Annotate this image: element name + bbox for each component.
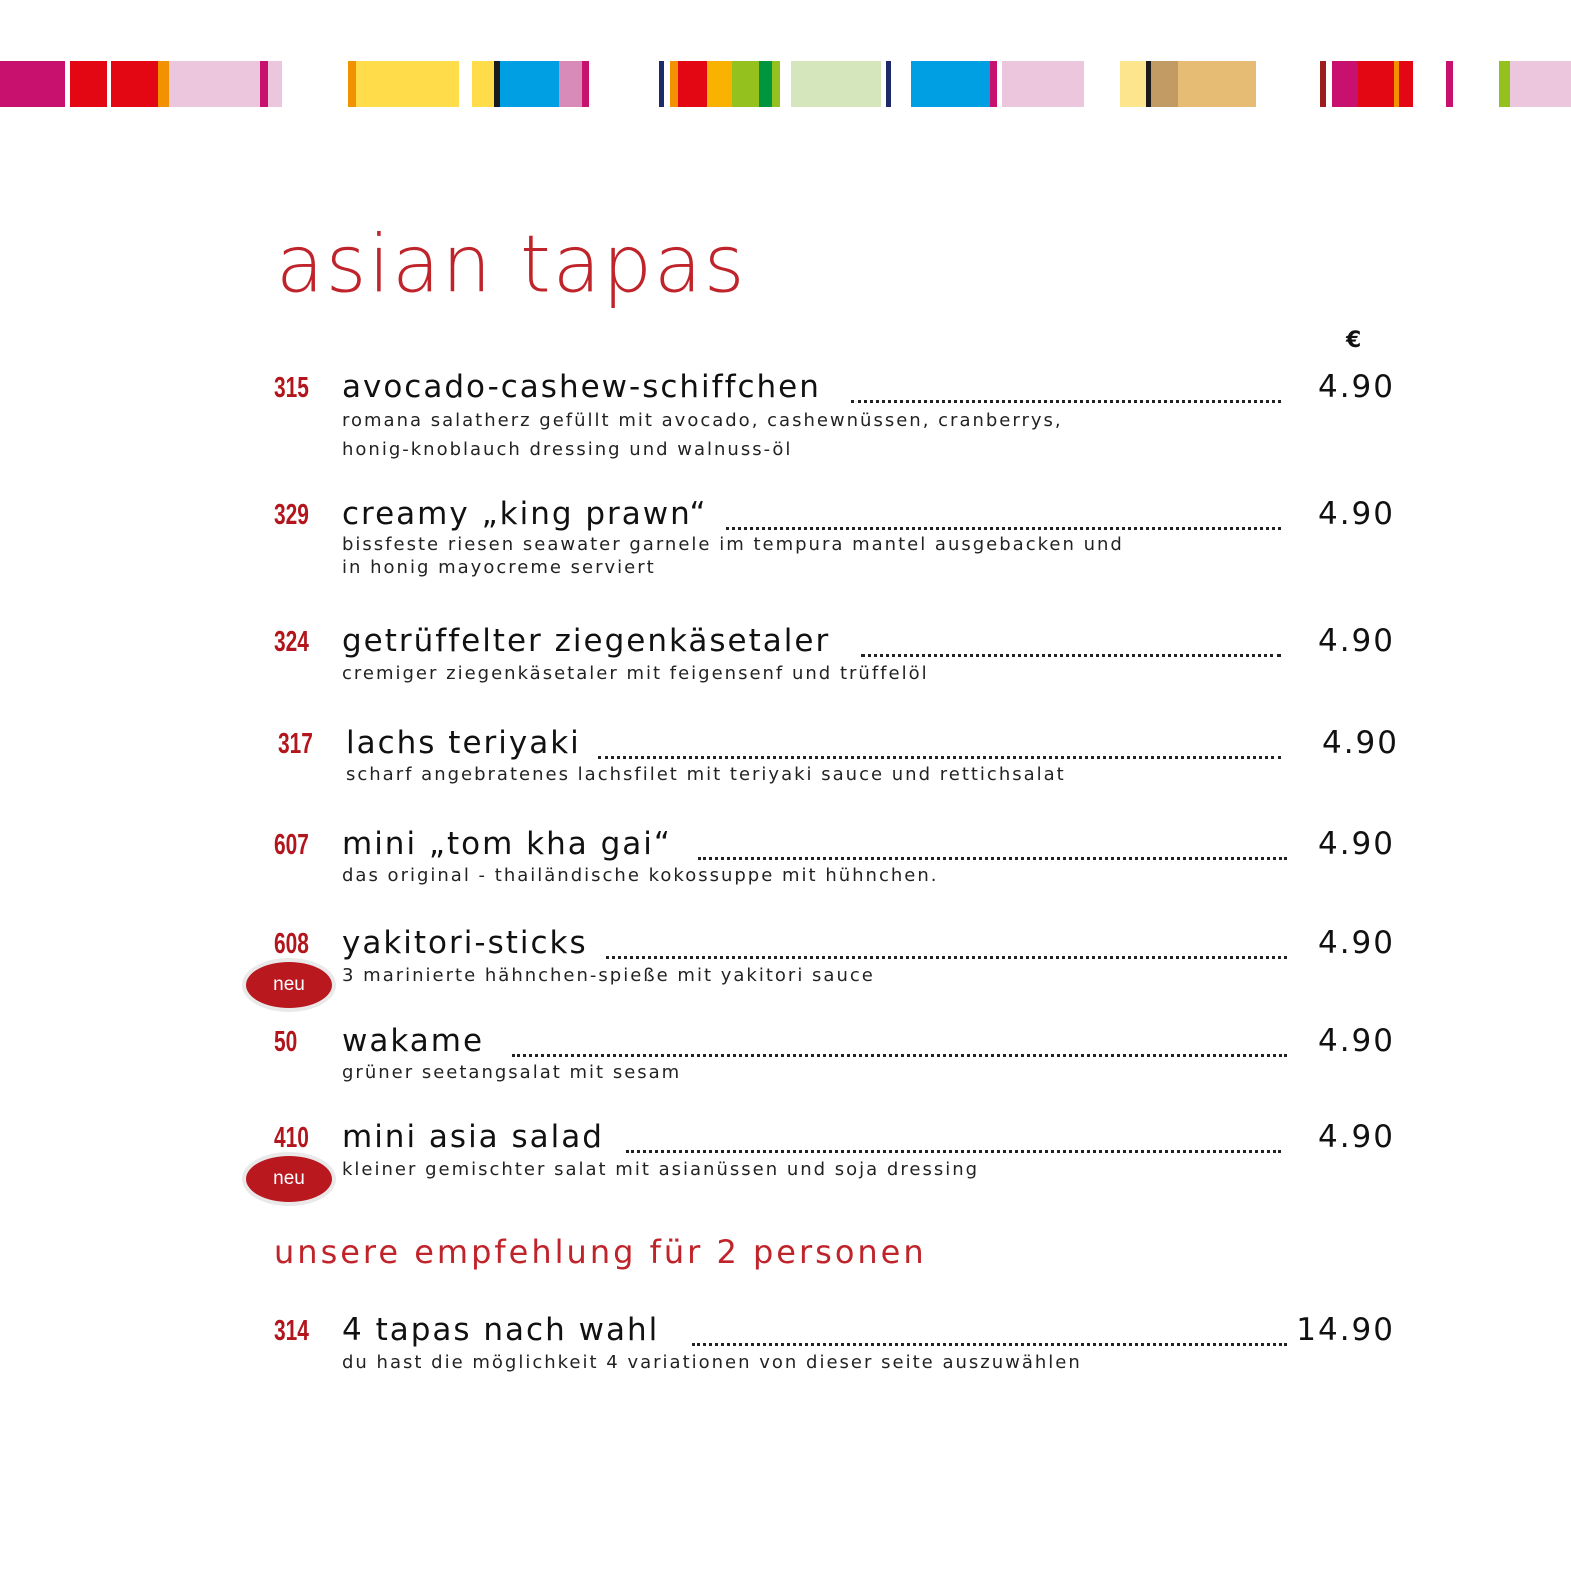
description-line: kleiner gemischter salat mit asianüssen und soja dressing [342, 1159, 980, 1180]
item-number: 315 [274, 372, 309, 404]
stripe-segment [70, 61, 107, 107]
item-name: avocado-cashew-schiffchen [342, 369, 821, 405]
stripe-segment [1120, 61, 1146, 107]
stripe-segment [886, 61, 891, 107]
description-line: scharf angebratenes lachsfilet mit teriyaki sauce und rettichsalat [346, 764, 1066, 785]
item-description [346, 760, 1066, 789]
item-price: 4.90 [1317, 623, 1395, 659]
description-line: das original - thailändische kokossuppe mit hühnchen. [342, 865, 939, 886]
stripe-segment [732, 61, 759, 107]
stripe-segment [1358, 61, 1394, 107]
recommendation-heading: unsere empfehlung für 2 personen [274, 1233, 927, 1271]
item-price: 4.90 [1317, 925, 1395, 961]
item-description [342, 861, 938, 890]
description-line: in honig mayocreme serviert [342, 557, 656, 578]
decorative-color-stripe-bar [0, 61, 1571, 107]
dot-leader [861, 636, 1281, 657]
stripe-segment [659, 61, 664, 107]
item-description [342, 1155, 979, 1184]
stripe-segment [670, 61, 678, 107]
new-badge: neu [246, 1156, 332, 1202]
item-description [342, 659, 929, 688]
stripe-segment [1399, 61, 1413, 107]
item-description [342, 533, 1124, 579]
dot-leader [512, 1036, 1287, 1057]
item-number: 317 [278, 728, 313, 760]
item-number: 329 [274, 499, 309, 531]
stripe-segment [356, 61, 459, 107]
stripe-segment [500, 61, 559, 107]
item-description [342, 961, 875, 990]
stripe-segment [791, 61, 881, 107]
description-line: du hast die möglichkeit 4 variationen von dieser seite auszuwählen [342, 1352, 1082, 1373]
stripe-segment [260, 61, 268, 107]
stripe-segment [1499, 61, 1510, 107]
dot-leader [698, 839, 1287, 860]
dot-leader [692, 1325, 1287, 1346]
item-price: 4.90 [1317, 496, 1395, 532]
stripe-segment [707, 61, 732, 107]
item-name: getrüffelter ziegenkäsetaler [342, 623, 831, 659]
item-description [342, 1348, 1082, 1377]
item-price: 4.90 [1321, 725, 1399, 761]
page-title: asian tapas [276, 219, 747, 311]
dot-leader [626, 1132, 1281, 1153]
item-price: 4.90 [1317, 1119, 1395, 1155]
dot-leader [851, 382, 1281, 403]
item-name: lachs teriyaki [346, 725, 581, 761]
currency-symbol: € [1346, 328, 1362, 353]
description-line: cremiger ziegenkäsetaler mit feigensenf und trüffelöl [342, 663, 929, 684]
item-name: wakame [342, 1023, 485, 1059]
stripe-segment [1151, 61, 1178, 107]
stripe-segment [158, 61, 169, 107]
item-number: 324 [274, 626, 309, 658]
stripe-segment [0, 61, 65, 107]
stripe-segment [1002, 61, 1084, 107]
item-number: 50 [274, 1026, 298, 1058]
item-price: 14.90 [1296, 1312, 1395, 1348]
stripe-segment [111, 61, 158, 107]
stripe-segment [1320, 61, 1326, 107]
dot-leader [606, 938, 1287, 959]
item-name: mini asia salad [342, 1119, 604, 1155]
item-description [342, 1058, 681, 1087]
item-price: 4.90 [1317, 369, 1395, 405]
item-number: 314 [274, 1315, 309, 1347]
stripe-segment [1178, 61, 1256, 107]
stripe-segment [559, 61, 582, 107]
item-number: 410 [274, 1122, 309, 1154]
description-line: romana salatherz gefüllt mit avocado, cashewnüssen, cranberrys, [342, 410, 1063, 431]
dot-leader [598, 738, 1281, 759]
item-name: creamy „king prawn“ [342, 496, 708, 532]
item-name: 4 tapas nach wahl [342, 1312, 660, 1348]
item-number: 607 [274, 829, 309, 861]
stripe-segment [772, 61, 780, 107]
stripe-segment [1510, 61, 1571, 107]
new-badge: neu [246, 962, 332, 1008]
stripe-segment [169, 61, 260, 107]
item-name: yakitori-sticks [342, 925, 588, 961]
item-number: 608 [274, 928, 309, 960]
item-price: 4.90 [1317, 826, 1395, 862]
dot-leader [726, 509, 1281, 530]
stripe-segment [1332, 61, 1358, 107]
item-description [342, 406, 1063, 464]
stripe-segment [1446, 61, 1453, 107]
stripe-segment [678, 61, 707, 107]
description-line: bissfeste riesen seawater garnele im tempura mantel ausgebacken und [342, 534, 1124, 555]
stripe-segment [582, 61, 589, 107]
description-line: grüner seetangsalat mit sesam [342, 1062, 682, 1083]
description-line: honig-knoblauch dressing und walnuss-öl [342, 439, 793, 460]
stripe-segment [990, 61, 997, 107]
description-line: 3 marinierte hähnchen-spieße mit yakitori sauce [342, 965, 875, 986]
stripe-segment [268, 61, 282, 107]
stripe-segment [472, 61, 494, 107]
stripe-segment [911, 61, 990, 107]
stripe-segment [759, 61, 772, 107]
item-price: 4.90 [1317, 1023, 1395, 1059]
item-name: mini „tom kha gai“ [342, 826, 672, 862]
stripe-segment [348, 61, 356, 107]
